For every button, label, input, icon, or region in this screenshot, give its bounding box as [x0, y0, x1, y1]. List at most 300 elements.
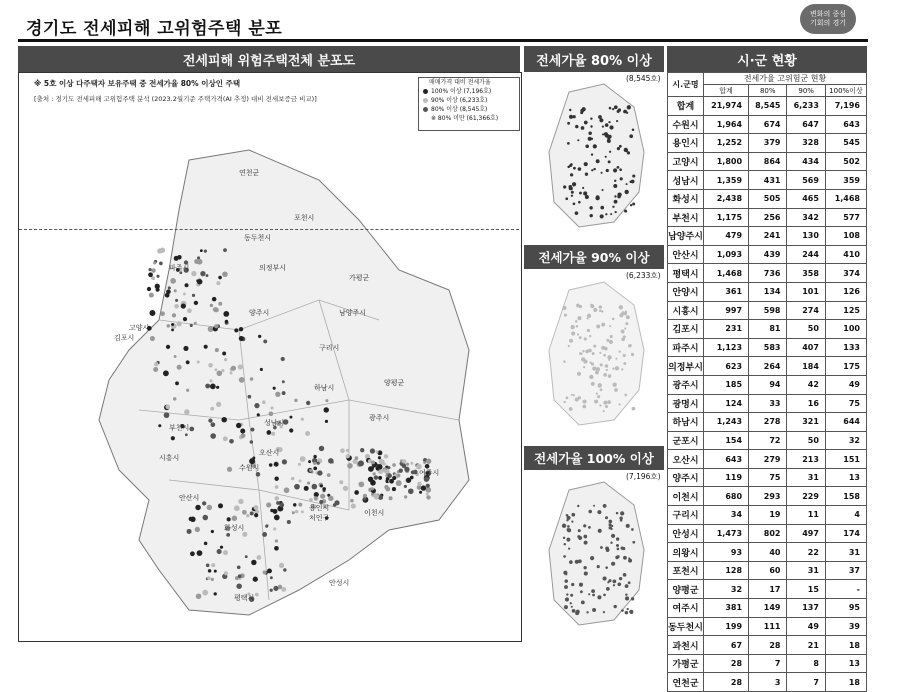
panel-dot: [578, 536, 582, 540]
panel-dot: [632, 203, 635, 206]
region-name: 화성시: [668, 189, 704, 208]
region-name: 고양시: [668, 152, 704, 171]
panel-dot: [621, 609, 624, 612]
risk-dot: [227, 467, 232, 472]
panel-dot: [608, 523, 611, 526]
risk-dot: [154, 362, 158, 366]
region-name: 가평군: [668, 654, 704, 673]
region-value: 1,359: [704, 171, 749, 190]
panel-dot: [604, 132, 608, 136]
panel-dot: [630, 204, 632, 206]
region-value: 8: [787, 654, 825, 673]
region-value: 134: [749, 282, 787, 301]
panel-dot: [625, 190, 629, 194]
region-value: 108: [825, 227, 866, 246]
panel-dot: [624, 210, 627, 213]
panel-dot: [593, 168, 595, 170]
panel-dot: [628, 557, 630, 559]
risk-dot: [347, 463, 353, 469]
region-value: 802: [749, 524, 787, 543]
risk-dot: [250, 440, 253, 443]
panel-dot: [577, 372, 581, 376]
risk-dot: [197, 550, 203, 556]
panel-dot: [596, 159, 600, 163]
region-value: 17: [749, 580, 787, 599]
panel-dot: [571, 325, 575, 329]
page-title: 경기도 전세피해 고위험주택 분포: [26, 19, 283, 39]
risk-dot: [276, 501, 280, 505]
panel-dot: [579, 352, 582, 355]
risk-dot: [197, 360, 200, 363]
risk-dot: [147, 287, 151, 291]
panel-dot: [586, 611, 588, 613]
risk-dot: [166, 324, 170, 328]
panel-dot: [596, 393, 598, 395]
region-value: 18: [825, 673, 866, 692]
panel-dot: [588, 131, 591, 134]
panel-dot: [577, 316, 581, 320]
panel-dot: [571, 606, 573, 608]
panel-dot: [603, 611, 605, 613]
region-value: 28: [704, 654, 749, 673]
table-row: [668, 487, 867, 506]
risk-dot: [385, 487, 390, 492]
region-value: 278: [749, 413, 787, 432]
region-value: 279: [749, 450, 787, 469]
map-label: 광주시: [369, 414, 390, 422]
risk-dot: [232, 516, 238, 522]
risk-dot: [210, 304, 213, 307]
panel-dot: [598, 529, 602, 533]
risk-dot: [257, 555, 262, 560]
table-row: [668, 673, 867, 692]
risk-dot: [350, 499, 354, 503]
panel-dot: [571, 191, 574, 194]
panel-dot: [598, 115, 602, 119]
risk-dot: [301, 510, 304, 513]
risk-dot: [404, 467, 409, 472]
map-label: 부천시: [169, 424, 190, 432]
risk-dot: [266, 502, 271, 507]
region-value: 358: [787, 264, 825, 283]
map-label: 시흥시: [159, 454, 180, 462]
panel-dot: [632, 128, 635, 131]
region-value: 1,175: [704, 208, 749, 227]
risk-dot: [241, 433, 246, 438]
risk-dot: [355, 456, 359, 460]
risk-dot: [246, 514, 250, 518]
risk-dot: [258, 335, 261, 338]
region-value: 125: [825, 301, 866, 320]
risk-dot: [270, 406, 273, 409]
region-name: 포천시: [668, 561, 704, 580]
region-value: 32: [825, 431, 866, 450]
panel-dot: [592, 352, 595, 355]
risk-dot: [266, 430, 271, 435]
panel-dot: [632, 174, 635, 177]
total-value: 8,545: [749, 97, 787, 116]
risk-dot: [210, 407, 214, 411]
risk-dot: [218, 276, 222, 280]
panel-dot: [599, 309, 602, 312]
panel-dot: [591, 153, 593, 155]
region-value: 479: [704, 227, 749, 246]
panel-dot: [591, 589, 595, 593]
panel-dot: [627, 608, 629, 610]
risk-dot: [253, 577, 258, 582]
region-value: 67: [704, 636, 749, 655]
risk-dot: [242, 510, 247, 515]
region-value: 13: [825, 468, 866, 487]
legend-item: ※ 80% 미만 (61,366호): [431, 115, 499, 122]
risk-dot: [195, 527, 200, 532]
panel-dot: [614, 105, 618, 109]
risk-dot: [177, 365, 182, 370]
risk-dot: [314, 496, 318, 500]
region-value: 151: [825, 450, 866, 469]
map-label: 처인구: [309, 514, 330, 522]
region-value: 32: [704, 580, 749, 599]
risk-dot: [386, 477, 390, 481]
panel-dot: [609, 125, 613, 129]
risk-dot: [174, 355, 177, 358]
risk-dot: [274, 515, 280, 521]
risk-dot: [221, 417, 226, 422]
panel-dot: [624, 394, 627, 397]
panel-dot: [588, 510, 592, 514]
region-value: 37: [825, 561, 866, 580]
risk-dot: [384, 454, 388, 458]
map-label: 안산시: [179, 494, 200, 502]
panel-dot: [597, 510, 601, 514]
panel-dot: [595, 196, 599, 200]
region-value: 149: [749, 599, 787, 618]
panel-dot: [605, 213, 607, 215]
risk-dot: [185, 283, 189, 287]
risk-dot: [313, 466, 317, 470]
risk-dot: [248, 395, 252, 399]
table-row: [668, 617, 867, 636]
map-label: 수원시: [239, 464, 260, 472]
panel-dot: [570, 173, 573, 176]
panel-dot: [565, 197, 568, 200]
risk-dot: [417, 482, 421, 486]
panel-dot: [623, 354, 626, 357]
panel-dot: [616, 544, 619, 547]
panel-dot: [599, 404, 601, 406]
risk-dot: [165, 405, 170, 410]
map-label: 성남시: [264, 419, 285, 427]
risk-dot: [319, 446, 324, 451]
column-header: 합계: [704, 85, 749, 97]
risk-dot: [328, 458, 334, 464]
risk-dot: [358, 481, 364, 487]
panel-dot: [605, 516, 608, 519]
gyeonggi-logo: [800, 4, 856, 34]
table-header: 시·군 현황: [667, 46, 867, 72]
risk-dot: [269, 463, 273, 467]
table-row: [668, 450, 867, 469]
panel-dot: [583, 535, 587, 539]
risk-dot: [327, 473, 331, 477]
panel-dot: [615, 358, 617, 360]
risk-dot: [383, 469, 387, 473]
panel-dot: [626, 183, 628, 185]
column-header: 100%이상: [825, 85, 866, 97]
map-label: 포천시: [294, 214, 315, 222]
region-value: 328: [787, 134, 825, 153]
panel-dot: [612, 367, 614, 369]
risk-dot: [408, 488, 414, 494]
risk-dot: [196, 593, 202, 599]
region-name: 양평군: [668, 580, 704, 599]
panel-dot: [619, 577, 622, 580]
risk-dot: [204, 542, 208, 546]
risk-dot: [191, 271, 196, 276]
risk-dot: [183, 317, 187, 321]
panel-dot: [619, 313, 623, 317]
risk-dot: [293, 503, 296, 506]
risk-dot: [250, 511, 254, 515]
risk-dot: [239, 377, 245, 383]
risk-dot: [262, 400, 266, 404]
region-value: 154: [704, 431, 749, 450]
panel-dot: [601, 189, 603, 191]
region-value: 321: [787, 413, 825, 432]
panel-dot: [606, 587, 610, 591]
panel-dot: [573, 185, 575, 187]
panel-dot: [614, 388, 618, 392]
region-value: 16: [787, 394, 825, 413]
panel-dot: [584, 162, 588, 166]
region-name: 의왕시: [668, 543, 704, 562]
panel-dot: [597, 595, 601, 599]
region-value: 18: [825, 636, 866, 655]
panel-dot: [608, 374, 612, 378]
map-label: 이천시: [364, 509, 385, 517]
region-value: 81: [749, 320, 787, 339]
panel-dot: [566, 396, 569, 399]
risk-dot: [189, 517, 193, 521]
panel-dot: [627, 151, 630, 154]
panel-dot: [616, 120, 618, 122]
risk-dot: [190, 324, 193, 327]
panel-dot: [605, 156, 607, 158]
risk-dot: [256, 472, 261, 477]
table-row: [668, 375, 867, 394]
region-value: 1,243: [704, 413, 749, 432]
table-row: [668, 227, 867, 246]
risk-dot: [194, 322, 197, 325]
ratio90-label: 전세가율 90% 이상: [524, 245, 664, 269]
risk-dot: [238, 499, 243, 504]
risk-dot: [229, 439, 234, 444]
region-value: 736: [749, 264, 787, 283]
panel-dot: [582, 405, 586, 409]
region-value: 34: [704, 506, 749, 525]
risk-dot: [186, 360, 190, 364]
risk-dot: [339, 480, 343, 484]
panel-dot: [610, 335, 613, 338]
panel-dot: [605, 123, 609, 127]
panel-dot: [567, 142, 570, 145]
map-label: 의정부시: [259, 264, 287, 272]
panel-dot: [609, 340, 613, 344]
panel-dot: [608, 520, 612, 524]
map-label: 연천군: [239, 169, 260, 177]
risk-dot: [301, 418, 304, 421]
risk-dot: [374, 494, 379, 499]
risk-dot: [253, 505, 258, 510]
panel-dot: [564, 314, 567, 317]
panel-dot: [565, 573, 567, 575]
region-value: 119: [704, 468, 749, 487]
region-value: 864: [749, 152, 787, 171]
count-90: (6,233호): [626, 271, 661, 280]
region-value: 33: [749, 394, 787, 413]
risk-dot: [208, 418, 212, 422]
region-name: 과천시: [668, 636, 704, 655]
risk-dot: [238, 364, 243, 369]
risk-dot: [245, 555, 248, 558]
panel-dot: [626, 315, 630, 319]
risk-dot: [371, 460, 375, 464]
panel-dot: [591, 169, 593, 171]
risk-dot: [363, 494, 367, 498]
panel-dot: [601, 323, 605, 327]
risk-dot: [165, 293, 170, 298]
map-label: 양평군: [384, 379, 405, 387]
panel-dot: [570, 594, 573, 597]
region-value: 137: [787, 599, 825, 618]
panel-dot: [582, 187, 584, 189]
risk-dot: [406, 478, 411, 483]
risk-dot: [387, 466, 390, 469]
risk-dot: [363, 497, 366, 500]
region-name: 시흥시: [668, 301, 704, 320]
risk-dot: [215, 368, 218, 371]
map-label: 구리시: [319, 344, 340, 352]
map-source: [출처 : 경기도 전세피해 고위험주택 분석 (2023.2월기준 주택가격(AI 추정) 대비 전세보증금 비교)]: [34, 95, 317, 103]
panel-dot: [562, 524, 566, 528]
region-value: 674: [749, 115, 787, 134]
panel-dot: [625, 593, 627, 595]
risk-dot: [254, 513, 258, 517]
risk-dot: [404, 495, 407, 498]
region-value: 199: [704, 617, 749, 636]
risk-dot: [174, 289, 177, 292]
panel-dot: [611, 562, 615, 566]
region-value: 505: [749, 189, 787, 208]
map-label: 용인시: [309, 504, 330, 512]
risk-dot: [175, 299, 178, 302]
risk-dot: [218, 302, 222, 306]
map-label: 여주시: [419, 469, 440, 477]
risk-dot: [279, 503, 284, 508]
ratio100-label: 전세가율 100% 이상: [524, 446, 664, 470]
region-value: 361: [704, 282, 749, 301]
risk-dot: [226, 533, 230, 537]
risk-dot: [224, 571, 228, 575]
region-value: 407: [787, 338, 825, 357]
panel-dot: [564, 543, 566, 545]
risk-dot: [396, 480, 402, 486]
risk-dot: [211, 578, 214, 581]
panel-dot: [598, 385, 601, 388]
risk-dot: [207, 505, 212, 510]
table-row: [668, 431, 867, 450]
table-row: [668, 282, 867, 301]
region-value: 158: [825, 487, 866, 506]
region-value: 13: [825, 654, 866, 673]
panel-dot: [569, 560, 573, 564]
panel-dot: [593, 345, 596, 348]
table-row: [668, 189, 867, 208]
risk-dot: [308, 460, 311, 463]
panel-dot: [593, 309, 595, 311]
table-row: [668, 394, 867, 413]
table-row: [668, 264, 867, 283]
panel-dot: [631, 353, 634, 356]
risk-dot: [294, 484, 300, 490]
table-row: [668, 506, 867, 525]
total-value: 6,233: [787, 97, 825, 116]
panel-dot: [625, 584, 629, 588]
panel-dot: [609, 325, 611, 327]
risk-dot: [262, 532, 267, 537]
panel-dot: [566, 593, 568, 595]
region-name: 연천군: [668, 673, 704, 692]
map-90: [524, 270, 664, 440]
table-row: [668, 171, 867, 190]
panel-dot: [609, 107, 612, 110]
panel-dot: [623, 110, 627, 114]
risk-dot: [250, 428, 254, 432]
risk-dot: [168, 286, 171, 289]
risk-dot: [270, 576, 273, 579]
region-value: 4: [825, 506, 866, 525]
panel-dot: [603, 504, 607, 508]
region-name: 성남시: [668, 171, 704, 190]
risk-dot: [343, 486, 348, 491]
region-value: 21: [787, 636, 825, 655]
panel-dot: [594, 399, 598, 403]
region-value: 623: [704, 357, 749, 376]
panel-dot: [577, 139, 579, 141]
risk-dot: [354, 490, 359, 495]
risk-dot: [214, 324, 218, 328]
panel-dot: [600, 546, 603, 549]
panel-dot: [602, 126, 604, 128]
risk-dot: [229, 371, 232, 374]
risk-dot: [216, 386, 219, 389]
risk-dot: [215, 348, 219, 352]
risk-dot: [291, 477, 294, 480]
risk-dot: [254, 403, 259, 408]
region-value: 439: [749, 245, 787, 264]
panel-dot: [613, 605, 616, 608]
risk-dot: [214, 592, 217, 595]
panel-dot: [589, 335, 591, 337]
panel-dot: [612, 382, 616, 386]
risk-dot: [300, 456, 306, 462]
panel-dot: [563, 360, 566, 363]
risk-dot: [370, 448, 375, 453]
region-value: 93: [704, 543, 749, 562]
risk-dot: [189, 427, 194, 432]
panel-dot: [613, 584, 615, 586]
panel-dot: [592, 594, 595, 597]
